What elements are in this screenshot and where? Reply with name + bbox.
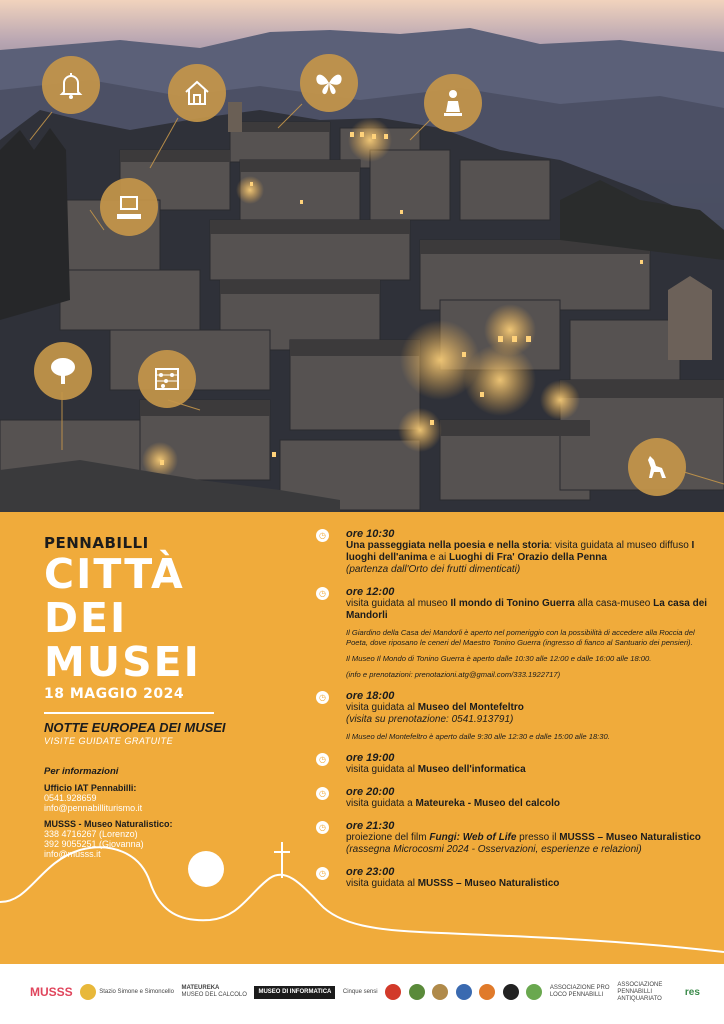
mateureka-logo xyxy=(181,985,246,999)
clock-icon: ◷ xyxy=(316,753,329,766)
venue-name: MUSSS – Museo Naturalistico xyxy=(559,832,701,843)
event-time: ore 21:30 xyxy=(346,820,395,832)
house-icon xyxy=(168,64,226,122)
event-text: alla casa-museo xyxy=(574,598,654,609)
contact-email[interactable]: info@musss.it xyxy=(44,849,101,859)
event-item xyxy=(316,866,712,890)
venue-name: MUSSS – Museo Naturalistico xyxy=(417,878,560,889)
contact-name: Ufficio IAT Pennabilli: xyxy=(44,783,137,793)
event-item xyxy=(316,752,712,776)
event-item xyxy=(316,586,712,680)
title-column xyxy=(44,534,284,859)
event-item xyxy=(316,528,712,576)
butterfly-icon xyxy=(300,54,358,112)
clock-icon: ◷ xyxy=(316,867,329,880)
event-text: proiezione del film xyxy=(346,832,430,843)
sponsor-badge-icon xyxy=(409,984,425,1000)
contact-phone[interactable]: 392 9055251 (Giovanna) xyxy=(44,839,144,849)
venue-name: I luoghi dell'anima xyxy=(346,540,695,563)
event-note: (info e prenotazioni: prenotazioni.atg@gmail.com/333.1922717) xyxy=(346,670,561,679)
venue-name: Museo dell'informatica xyxy=(417,764,526,775)
city-name: PENNABILLI xyxy=(44,534,149,552)
sponsor-name: Stazio Simone e Simoncello xyxy=(99,988,174,995)
clock-icon: ◷ xyxy=(316,529,329,542)
abacus-icon xyxy=(138,350,196,408)
event-time: ore 10:30 xyxy=(346,528,395,540)
event-item xyxy=(316,690,712,742)
sponsor-badge-icon xyxy=(432,984,448,1000)
event-subtitle: VISITE GUIDATE GRATUITE xyxy=(44,736,174,746)
clock-icon: ◷ xyxy=(316,691,329,704)
events-list xyxy=(316,528,712,900)
sponsor-badge-icon xyxy=(385,984,401,1000)
sponsor-badge-icon xyxy=(526,984,542,1000)
bell-icon xyxy=(42,56,100,114)
musss-logo: MUSSS xyxy=(30,984,73,999)
event-time: ore 19:00 xyxy=(346,752,395,764)
venue-name: La casa dei Mandorli xyxy=(346,598,708,621)
event-note: (visita su prenotazione: 0541.913791) xyxy=(346,714,514,725)
tree-icon xyxy=(34,342,92,400)
sponsor-logos xyxy=(30,978,700,1006)
sponsor-footer xyxy=(0,964,724,1024)
sponsor-badge-icon xyxy=(503,984,519,1000)
event-note: Il Giardino della Casa dei Mandorli è aperto nel pomeriggio con la possibilità di accedere alla Roccia del Poeta, dove riposano le ceneri del Maestro Tonino Guerra (ingresso di fianco al Santuario dei pensieri). xyxy=(346,628,695,647)
program-panel xyxy=(0,512,724,964)
clock-icon: ◷ xyxy=(316,587,329,600)
venue-name: Il mondo di Tonino Guerra xyxy=(450,598,575,609)
title-line: DEI xyxy=(44,594,128,642)
event-text: visita guidata al xyxy=(346,702,418,713)
event-text: visita guidata al xyxy=(346,764,418,775)
event-title: Una passeggiata nella poesia e nella storia xyxy=(346,540,550,551)
res-logo: res xyxy=(684,986,700,998)
event-note: (partenza dall'Orto dei frutti dimenticati) xyxy=(346,564,521,575)
associazione-logo: ASSOCIAZIONE PRO LOCO PENNABILLI xyxy=(549,985,610,998)
event-text: visita guidata al xyxy=(346,878,418,889)
event-description xyxy=(346,764,712,776)
clock-icon: ◷ xyxy=(316,821,329,834)
contact-block xyxy=(44,819,284,859)
event-time: ore 20:00 xyxy=(346,786,395,798)
film-title: Fungi: Web of Life xyxy=(429,832,517,843)
informatica-logo: MUSEO DI INFORMATICA xyxy=(254,986,335,999)
main-title xyxy=(44,552,284,684)
coat-of-arms-icon xyxy=(456,984,472,1000)
venue-name: Museo del Montefeltro xyxy=(417,702,524,713)
wolf-icon xyxy=(628,438,686,496)
contact-phone[interactable]: 0541.928659 xyxy=(44,793,97,803)
antiquariato-logo: ASSOCIAZIONE PENNABILLI ANTIQUARIATO xyxy=(617,981,663,1002)
contact-phone[interactable]: 338 4716267 (Lorenzo) xyxy=(44,829,138,839)
event-name: NOTTE EUROPEA DEI MUSEI xyxy=(44,720,226,735)
event-text: presso il xyxy=(516,832,560,843)
event-description xyxy=(346,540,712,576)
sun-icon xyxy=(80,984,96,1000)
event-description xyxy=(346,598,712,622)
event-text: e ai xyxy=(427,552,449,563)
bishop-icon xyxy=(424,74,482,132)
event-item xyxy=(316,786,712,810)
event-description xyxy=(346,832,712,856)
title-line: MUSEI xyxy=(44,638,201,686)
title-line: CITTÀ xyxy=(44,550,185,598)
info-heading: Per informazioni xyxy=(44,766,119,777)
sponsor-name: MATEUREKA xyxy=(181,985,220,991)
san-simone-logo xyxy=(80,984,174,1000)
contact-block xyxy=(44,783,284,813)
event-description xyxy=(346,702,712,726)
sponsor-badge-icon xyxy=(479,984,495,1000)
event-note: Il Museo Il Mondo di Tonino Guerra è aperto dalle 10:30 alle 12:00 e dalle 16:00 alle 18:00. xyxy=(346,654,652,663)
event-time: ore 23:00 xyxy=(346,866,395,878)
event-text: visita guidata a xyxy=(346,798,416,809)
event-note: (rassegna Microcosmi 2024 - Osservazioni, esperienze e relazioni) xyxy=(346,844,642,855)
event-description xyxy=(346,878,712,890)
venue-name: Mateureka - Museo del calcolo xyxy=(415,798,560,809)
event-note: Il Museo del Montefeltro è aperto dalle 9:30 alle 12:30 e dalle 15:00 alle 18:30. xyxy=(346,732,610,741)
computer-icon xyxy=(100,178,158,236)
divider xyxy=(44,712,214,714)
event-date: 18 MAGGIO 2024 xyxy=(44,686,185,702)
venue-name: Luoghi di Fra' Orazio della Penna xyxy=(448,552,607,563)
event-description xyxy=(346,798,712,810)
event-item xyxy=(316,820,712,856)
event-text: visita guidata al museo xyxy=(346,598,451,609)
contact-email[interactable]: info@pennabilliturismo.it xyxy=(44,803,143,813)
event-time: ore 12:00 xyxy=(346,586,395,598)
clock-icon: ◷ xyxy=(316,787,329,800)
event-time: ore 18:00 xyxy=(346,690,395,702)
event-text: : visita guidata al museo diffuso xyxy=(549,540,692,551)
contact-name: MUSSS - Museo Naturalistico: xyxy=(44,819,173,829)
cinque-sensi-logo: Cinque sensi xyxy=(342,988,378,995)
sponsor-subname: MUSEO DEL CALCOLO xyxy=(181,992,247,998)
